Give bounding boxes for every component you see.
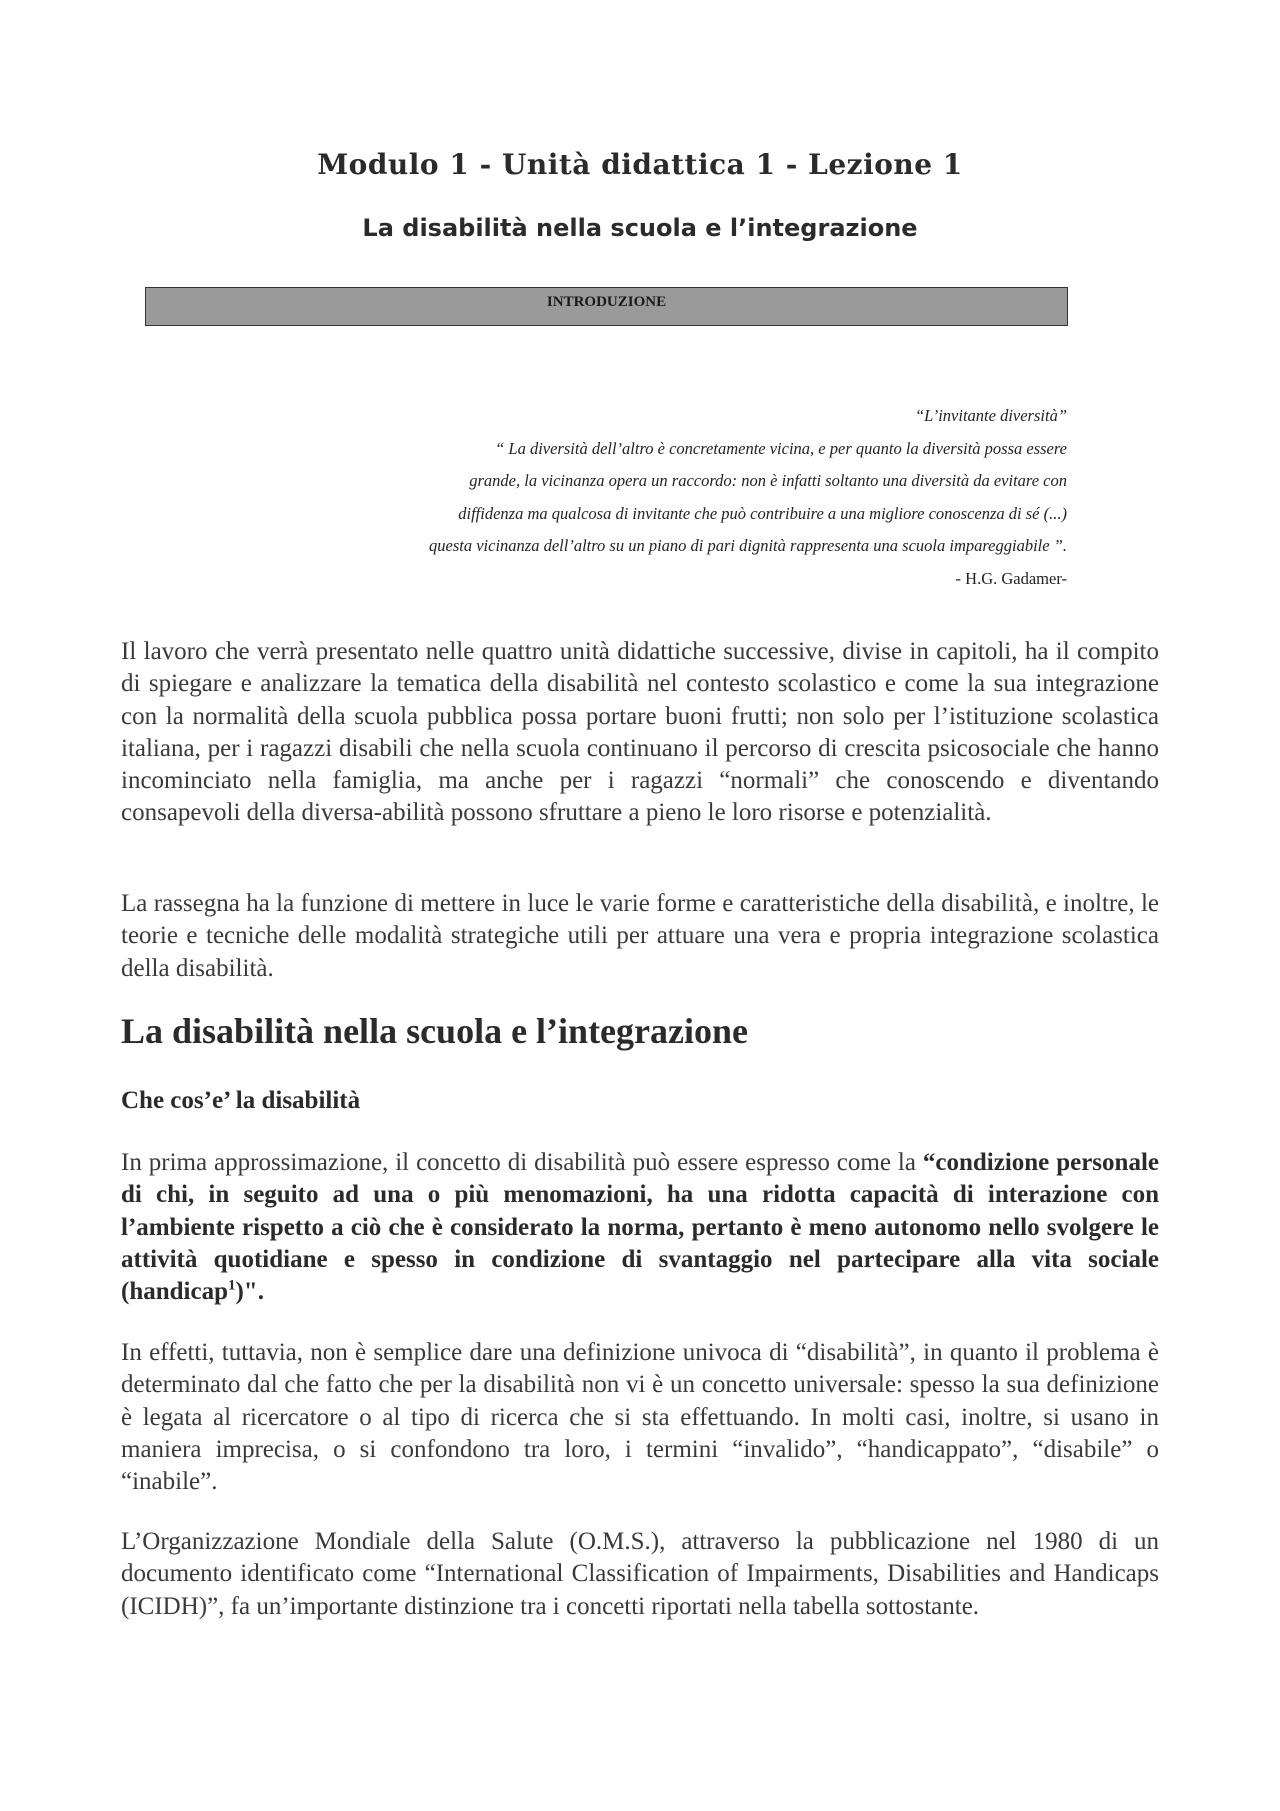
- paragraph-overview: La rassegna ha la funzione di mettere in luce le varie forme e caratteristiche della disabilità, e inoltre, le teorie e tecniche delle modalità strategiche utili per attuare una vera e propria integrazione scolastica della disabilità.: [121, 890, 1159, 982]
- section-heading: La disabilità nella scuola e l’integrazione: [121, 1011, 748, 1051]
- epigraph-quote: [287, 400, 1067, 595]
- subsection-heading: Che cos’e’ la disabilità: [121, 1087, 361, 1114]
- page-title: Modulo 1 - Unità didattica 1 - Lezione 1: [317, 148, 963, 181]
- page-subtitle: La disabilità nella scuola e l’integrazione: [362, 214, 918, 242]
- definition-bold: “condizione personale di chi, in seguito ad una o più menomazioni, ha una ridotta capacità di interazione con l’ambiente rispetto a ciò che è considerato la norma, pertanto è meno autonomo nello svolgere le attività quotidiane e spesso in condizione di svantaggio nel partecipare alla vita sociale (handicap: [121, 1149, 1159, 1306]
- definition-lead: In prima approssimazione, il concetto di disabilità può essere espresso come la: [121, 1149, 923, 1176]
- quote-title: “L’invitante diversità”: [914, 406, 1067, 425]
- paragraph-definition: [121, 1147, 1159, 1308]
- paragraph-intro: Il lavoro che verrà presentato nelle quattro unità didattiche successive, divise in capitoli, ha il compito di spiegare e analizzare la tematica della disabilità nel contesto scolastico e come la sua integrazione con la normalità della scuola pubblica possa portare buoni frutti; non solo per l’istituzione scolastica italiana, per i ragazzi disabili che nella scuola continuano il percorso di crescita psicosociale che hanno incominciato nella famiglia, ma anche per i ragazzi “normali” che conoscendo e diventando consapevoli della diversa-abilità possono sfruttare a pieno le loro risorse e potenzialità.: [121, 638, 1159, 827]
- quote-author: - H.G. Gadamer-: [955, 568, 1067, 588]
- quote-line: diffidenza ma qualcosa di invitante che può contribuire a una migliore conoscenza di sé (...): [458, 503, 1067, 523]
- introduction-banner: INTRODUZIONE: [145, 287, 1068, 326]
- quote-line: questa vicinanza dell’altro su un piano di pari dignità rappresenta una scuola impareggiabile ”.: [429, 536, 1067, 555]
- paragraph-terminology: In effetti, tuttavia, non è semplice dare una definizione univoca di “disabilità”, in quanto il problema è determinato dal che fatto che per la disabilità non vi è un concetto universale: spesso la sua definizione è legata al ricercatore o al tipo di ricerca che si sta effettuando. In molti casi, inoltre, si usano in maniera imprecisa, o si confondono tra loro, i termini “invalido”, “handicappato”, “disabile” o “inabile”.: [121, 1339, 1159, 1496]
- footnote-ref[interactable]: 1: [227, 1277, 236, 1294]
- quote-line: “ La diversità dell’altro è concretamente vicina, e per quanto la diversità possa essere: [495, 438, 1067, 458]
- quote-line: grande, la vicinanza opera un raccordo: non è infatti soltanto una diversità da evitare con: [469, 471, 1067, 490]
- definition-end: )".: [235, 1278, 264, 1306]
- paragraph-oms: L’Organizzazione Mondiale della Salute (O.M.S.), attraverso la pubblicazione nel 1980 di un documento identificato come “International Classification of Impairments, Disabilities and Handicaps (ICIDH)”, fa un’importante distinzione tra i concetti riportati nella tabella sottostante.: [121, 1528, 1159, 1620]
